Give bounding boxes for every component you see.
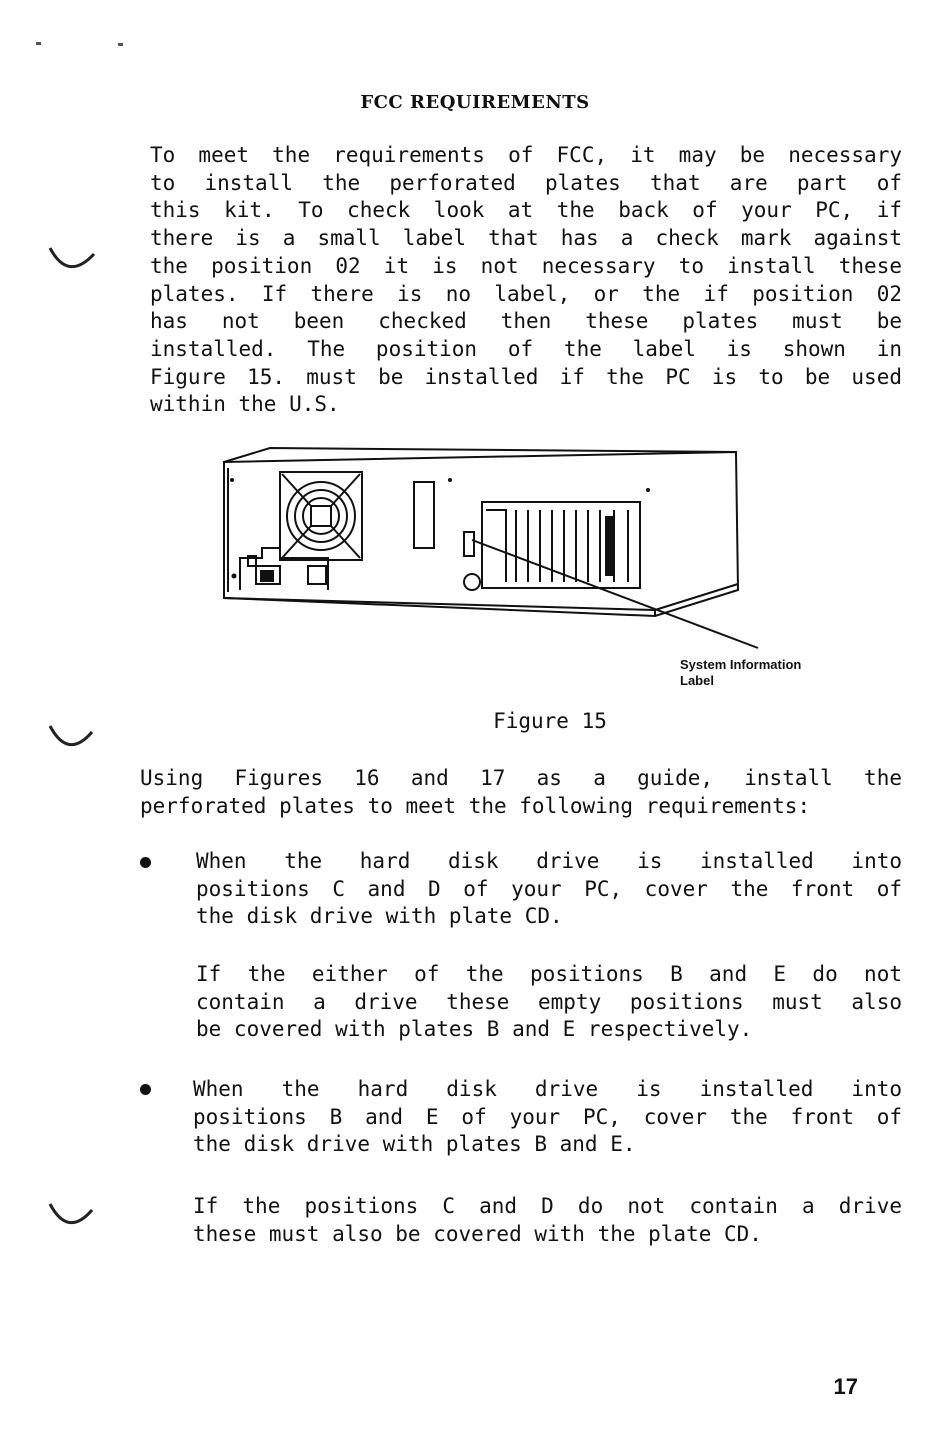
section-heading: FCC REQUIREMENTS [360,92,590,113]
bullet-line: If the positions C and D do not contain a drive [193,1194,902,1218]
bullet-line: positions C and D of your PC, cover the front of [196,876,902,901]
figure-callout-label [680,657,880,689]
bullet-line: If the either of the positions B and E do not [196,962,902,986]
intro-line: this kit. To check look at the back of your PC, if [150,198,902,223]
bullet-line: be covered with plates B and E respectively. [196,1017,753,1042]
bullet-line: contain a drive these empty positions must also [196,989,902,1014]
bullet-line: these must also be covered with the plate CD. [193,1221,762,1246]
intro-line: installed. The position of the label is shown in [150,336,902,361]
bullet-line: the disk drive with plates B and E. [193,1132,636,1157]
bullet-item [193,1076,902,1159]
callout-line: System Information [680,657,802,672]
intro-line: within the U.S. [150,392,340,417]
page-number: 17 [833,1374,858,1399]
guide-paragraph [140,765,902,820]
bullet-line: When the hard disk drive is installed into [196,849,902,873]
callout-line: Label [680,673,714,688]
bullet-item [196,848,902,931]
intro-line: To meet the requirements of FCC, it may be necessary [150,143,902,167]
intro-line: the position 02 it is not necessary to install these [150,253,902,278]
bullet-subparagraph [196,961,902,1044]
intro-line: there is a small label that has a check mark against [150,226,902,251]
pc-rear-illustration [210,440,770,660]
binder-hole-mark-middle [44,718,104,762]
scan-speck [36,40,136,50]
intro-line: has not been checked then these plates must be [150,309,902,334]
binder-hole-mark-top [44,238,104,282]
bullet-dot [140,857,151,868]
intro-line: to install the perforated plates that are part of [150,170,902,195]
intro-line: plates. If there is no label, or the if position 02 [150,281,902,306]
figure-caption: Figure 15 [493,709,607,733]
bullet-dot [140,1084,151,1095]
bullet-line: the disk drive with plate CD. [196,904,563,929]
binder-hole-mark-bottom [44,1196,104,1240]
intro-paragraph [150,142,902,419]
bullet-line: When the hard disk drive is installed into [193,1077,902,1101]
bullet-line: positions B and E of your PC, cover the front of [193,1104,902,1129]
bullet-subparagraph [193,1193,902,1248]
guide-line: Using Figures 16 and 17 as a guide, install the [140,766,902,790]
guide-line: perforated plates to meet the following requirements: [140,793,811,818]
intro-line: Figure 15. must be installed if the PC is to be used [150,364,902,389]
